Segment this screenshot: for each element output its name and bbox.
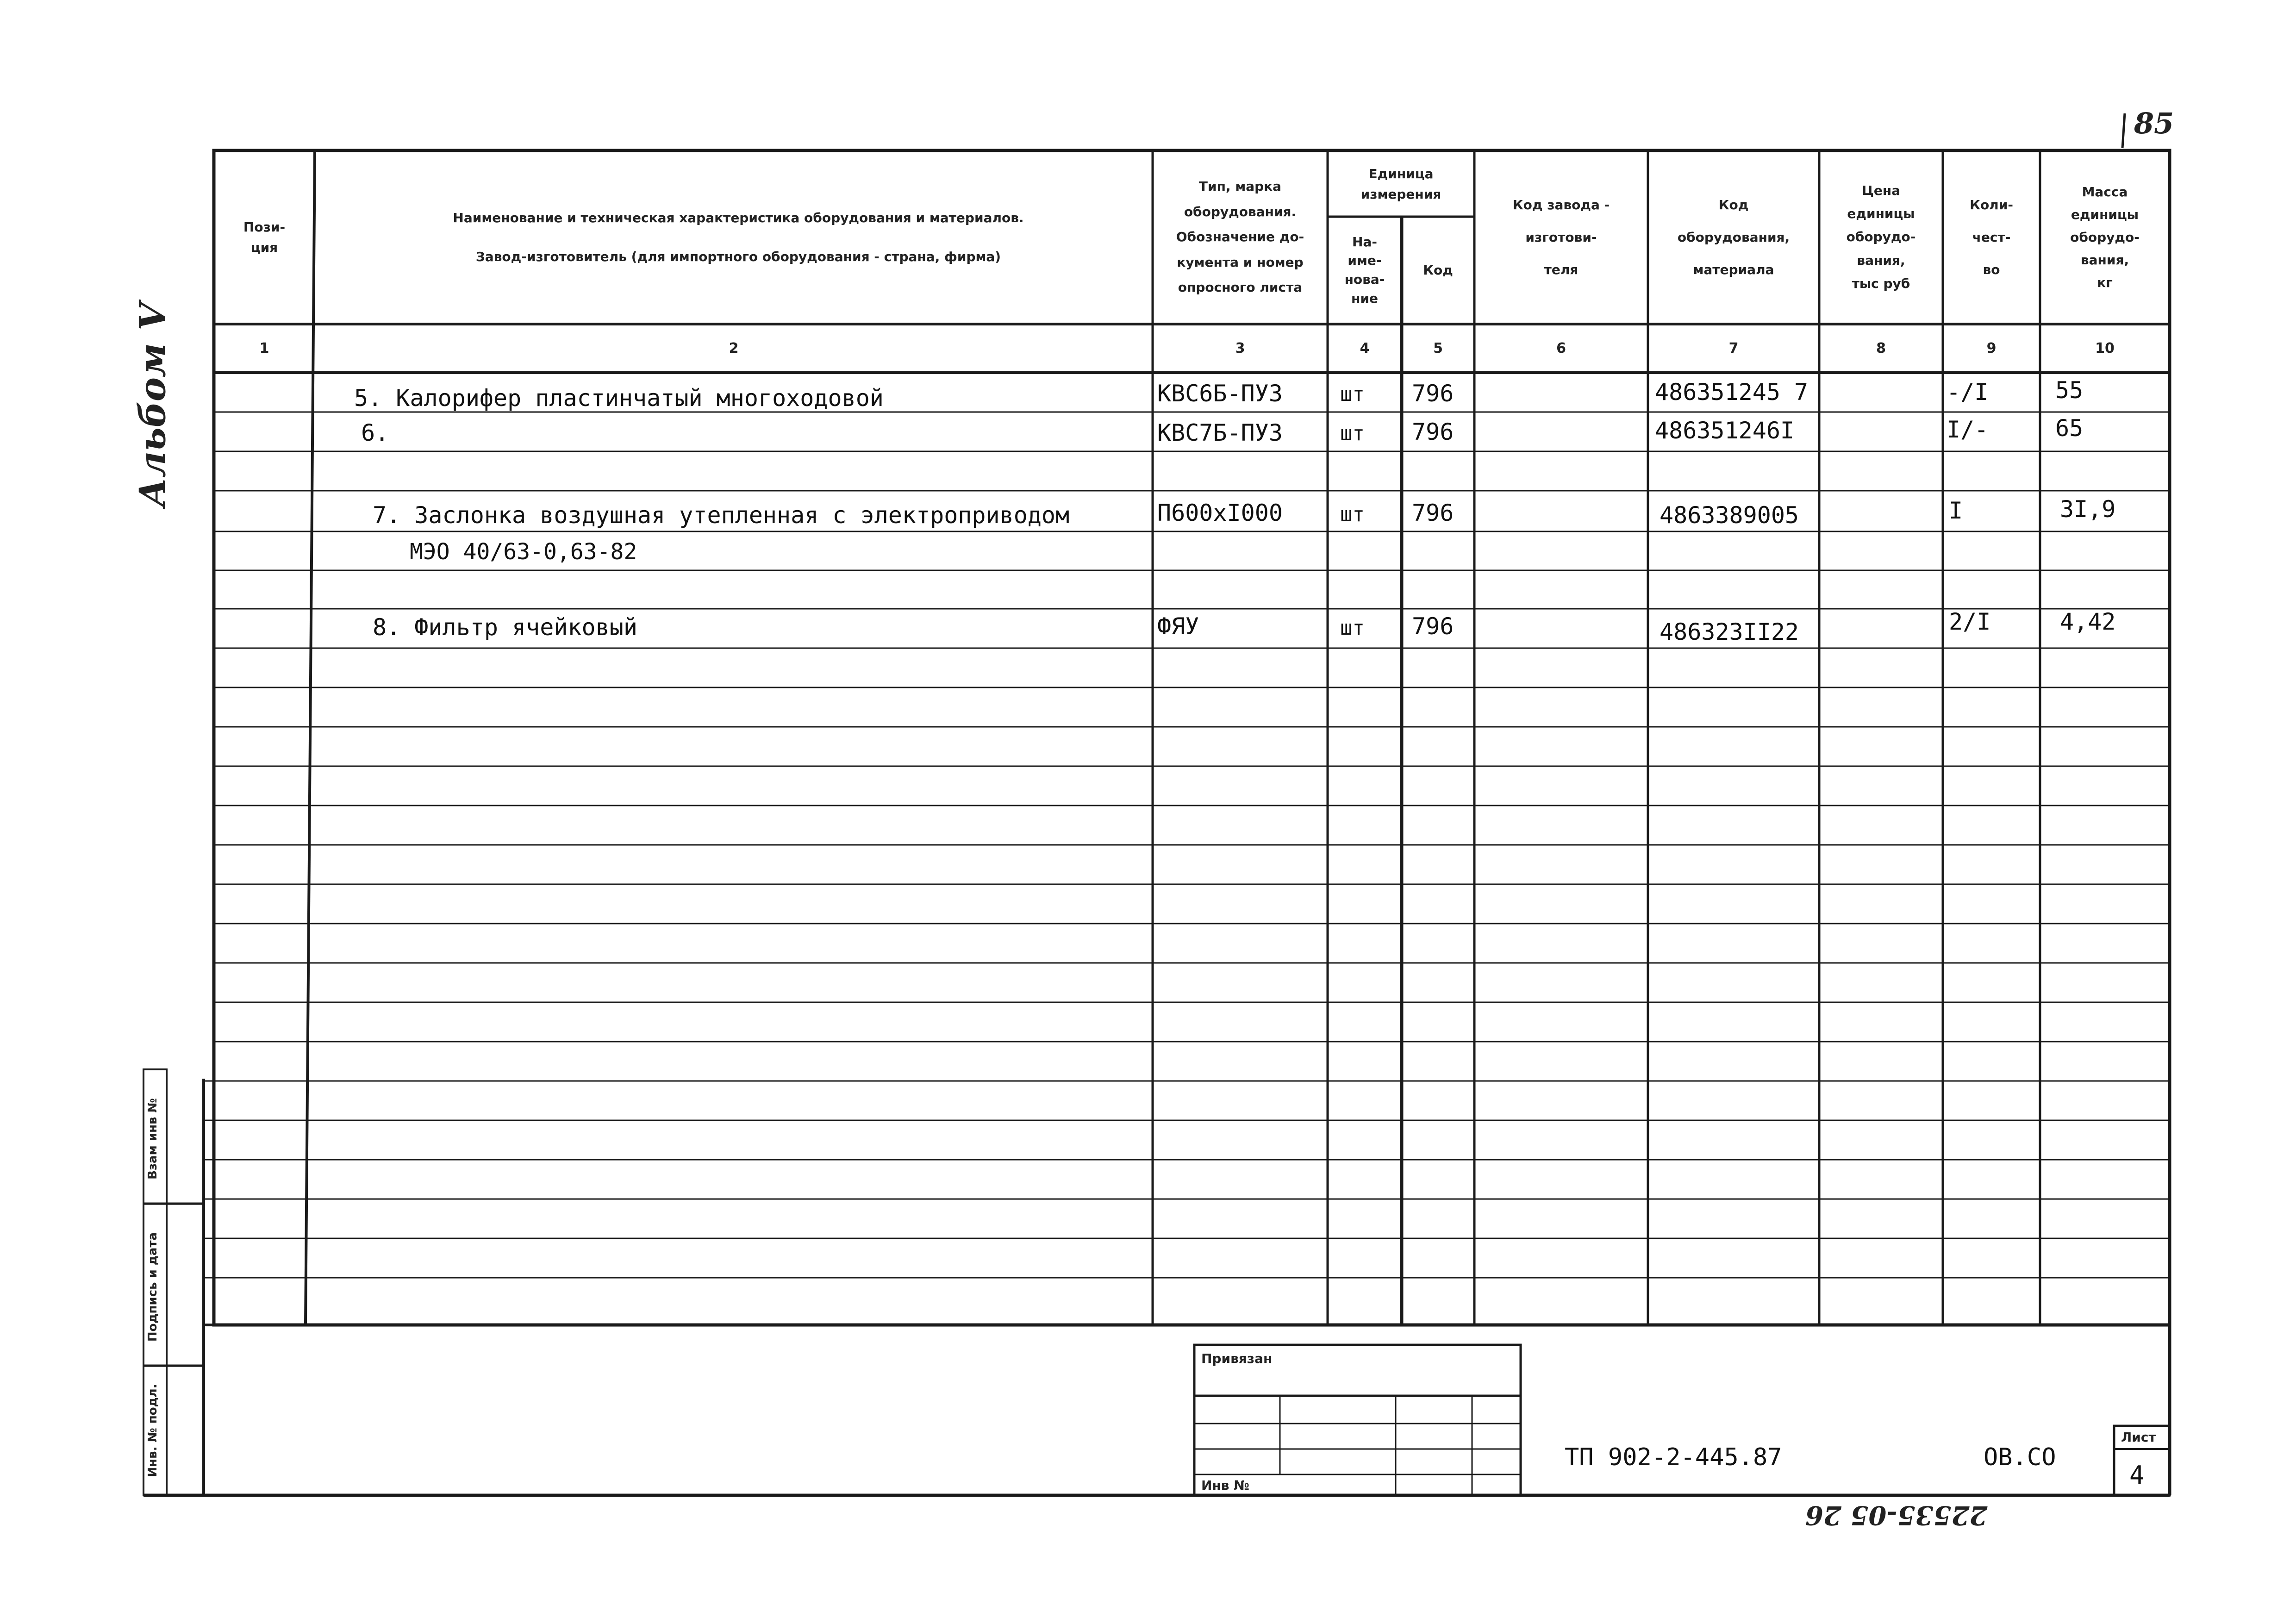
side-label-inv-original: Инв. № подл. [146,1384,160,1477]
row-mass: 3I,9 [2060,496,2116,523]
row-quantity: I/- [1947,416,1989,443]
bottom-handwritten-code: 22535-05 26 [1805,1500,1988,1530]
column-number: 10 [2095,340,2115,356]
column-number: 8 [1876,340,1886,356]
stamp-inv-no: Инв № [1201,1478,1249,1493]
row-unit: шт [1340,422,1365,445]
row-unit: шт [1340,382,1365,406]
header-price: Цена единицы оборудо- вания, тыс руб [1846,182,1916,292]
row-name: 7. Заслонка воздушная утепленная с электроприводом [373,502,1070,529]
header-factory-code: Код завода - изготови- теля [1512,197,1610,277]
row-quantity: -/I [1947,379,1989,406]
row-mass: 4,42 [2060,608,2116,635]
header-quantity: Коли- чест- во [1970,197,2013,277]
document-code: ТП 902-2-445.87 [1565,1443,1782,1471]
header-unit-code: Код [1423,262,1453,278]
row-unit: шт [1340,503,1365,526]
row-type: ФЯУ [1157,613,1199,640]
column-number: 1 [259,340,269,356]
column-number: 6 [1556,340,1566,356]
row-name-continuation: МЭО 40/63-0,63-82 [410,539,637,565]
row-mass: 55 [2055,377,2084,404]
side-label-signature-date: Подпись и дата [146,1232,160,1342]
row-name: 8. Фильтр ячейковый [373,614,637,641]
row-unit-code: 796 [1412,380,1454,407]
column-number: 4 [1360,340,1370,356]
column-number: 2 [729,340,739,356]
column-number: 5 [1433,340,1443,356]
album-label: Альбом V [131,302,174,507]
header-unit-name: На- име- нова- ние [1344,234,1385,306]
row-quantity: 2/I [1949,608,1991,635]
stamp-privyazan: Привязан [1201,1351,1273,1366]
row-unit-code: 796 [1412,613,1454,640]
row-type: КВС6Б-ПУЗ [1157,380,1283,407]
row-unit-code: 796 [1412,418,1454,445]
column-number: 9 [1986,340,1997,356]
row-equipment-code: 486351245 7 [1655,379,1809,406]
sheet-label: Лист [2121,1430,2156,1445]
header-unit-group: Единица измерения [1360,166,1441,202]
header-mass: Масса единицы оборудо- вания, кг [2070,184,2140,290]
row-type: П600хI000 [1157,500,1283,526]
header-name: Наименование и техническая характеристика оборудования и материалов. Завод-изготовитель (для импортного оборудования - страна, фирма) [453,210,1024,264]
header-position: Пози- ция [243,219,286,255]
row-unit: шт [1340,616,1365,640]
row-type: КВС7Б-ПУЗ [1157,419,1283,446]
row-quantity: I [1949,497,1963,524]
document-suffix: ОВ.СО [1984,1443,2056,1471]
column-number: 3 [1235,340,1245,356]
row-mass: 65 [2055,415,2084,442]
row-equipment-code: 486351246I [1655,417,1795,444]
row-equipment-code: 4863389005 [1660,502,1799,529]
row-equipment-code: 486323II22 [1660,618,1799,645]
row-name: 6. [361,419,389,446]
row-unit-code: 796 [1412,500,1454,526]
row-name: 5. Калорифер пластинчатый многоходовой [354,385,884,412]
sheet-number: 4 [2129,1461,2145,1490]
header-type: Тип, марка оборудования. Обозначение до- кумента и номер опросного листа [1176,179,1304,295]
side-label-inv-replacement: Взам инв № [146,1098,160,1180]
header-equipment-code: Код оборудования, материала [1677,197,1790,277]
page-number-handwritten: 85 [2134,106,2174,140]
column-number: 7 [1728,340,1739,356]
